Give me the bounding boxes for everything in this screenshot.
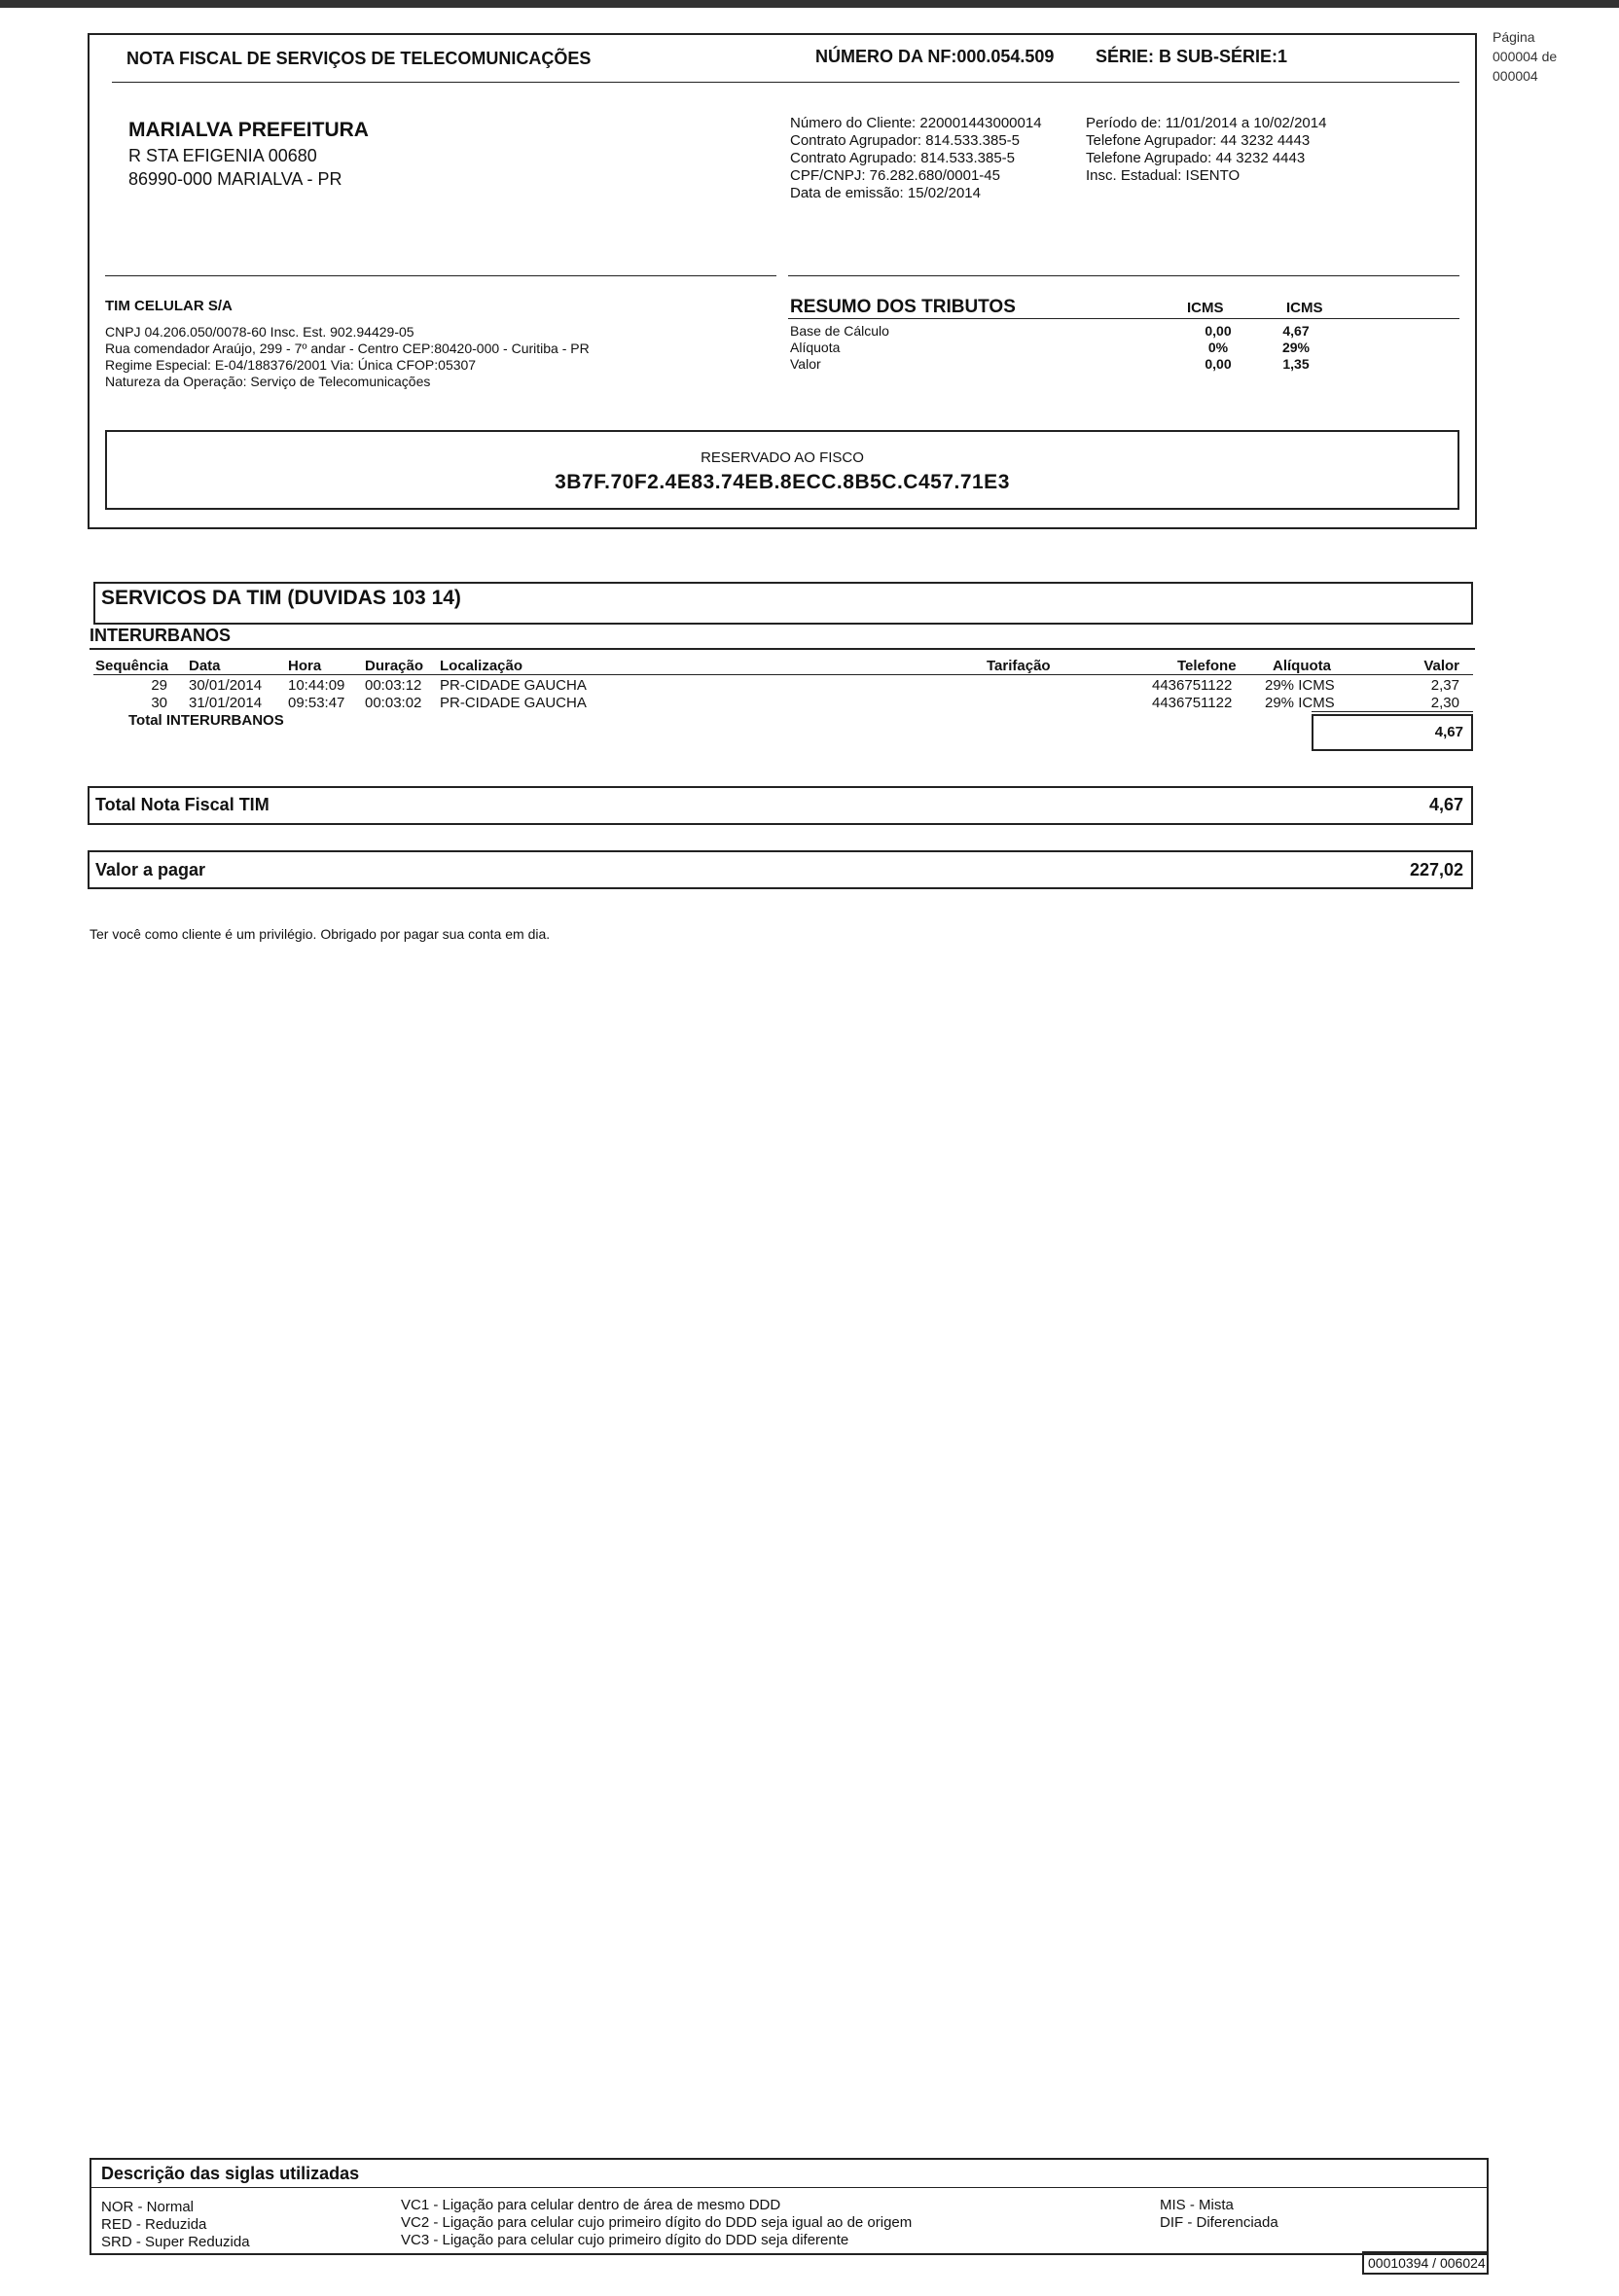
fisco-label: RESERVADO AO FISCO bbox=[701, 449, 864, 466]
contract-info-col1 bbox=[790, 115, 1042, 202]
tributos-title: RESUMO DOS TRIBUTOS bbox=[790, 297, 1016, 317]
company-name: TIM CELULAR S/A bbox=[105, 298, 233, 314]
col-header-duration: Duração bbox=[365, 658, 424, 674]
company-operation: Natureza da Operação: Serviço de Telecomunicações bbox=[105, 374, 431, 389]
contract-info-col2 bbox=[1086, 115, 1326, 185]
row1-seq: 29 bbox=[151, 677, 167, 694]
amount-due-box bbox=[88, 850, 1473, 889]
row1-date: 30/01/2014 bbox=[189, 677, 263, 694]
tributos-col1-header: ICMS bbox=[1187, 300, 1224, 316]
header-divider bbox=[112, 82, 1459, 83]
col-header-value: Valor bbox=[1423, 658, 1459, 674]
tributos-table bbox=[790, 323, 1335, 373]
legend-col3 bbox=[1160, 2197, 1278, 2232]
tributos-row-v2: 1,35 bbox=[1282, 356, 1310, 372]
header-underline bbox=[93, 674, 1473, 675]
total-interurbanos-value: 4,67 bbox=[1434, 724, 1463, 740]
customer-name: MARIALVA PREFEITURA bbox=[128, 119, 369, 141]
row2-location: PR-CIDADE GAUCHA bbox=[440, 695, 587, 711]
contract-grouper: Contrato Agrupador: 814.533.385-5 bbox=[790, 132, 1021, 149]
tributos-row bbox=[790, 323, 1335, 340]
row1-duration: 00:03:12 bbox=[365, 677, 422, 694]
tributos-divider bbox=[788, 275, 1459, 276]
tributos-col2-header: ICMS bbox=[1286, 300, 1323, 316]
section-line bbox=[90, 648, 1475, 650]
legend-col1 bbox=[101, 2199, 250, 2251]
row1-rate: 29% ICMS bbox=[1265, 677, 1335, 694]
nf-serie: SÉRIE: B SUB-SÉRIE:1 bbox=[1096, 47, 1288, 66]
tributos-row-v2: 29% bbox=[1281, 340, 1311, 355]
state-registration: Insc. Estadual: ISENTO bbox=[1086, 167, 1241, 184]
row1-location: PR-CIDADE GAUCHA bbox=[440, 677, 587, 694]
legend-mis: MIS - Mista bbox=[1160, 2197, 1234, 2213]
phone-grouper: Telefone Agrupador: 44 3232 4443 bbox=[1086, 132, 1311, 149]
tributos-row-v1: 0,00 bbox=[1205, 323, 1232, 339]
row1-hour: 10:44:09 bbox=[288, 677, 345, 694]
row1-value: 2,37 bbox=[1430, 677, 1459, 694]
col-header-date: Data bbox=[189, 658, 221, 674]
row2-seq: 30 bbox=[151, 695, 167, 711]
amount-due-value: 227,02 bbox=[1409, 860, 1463, 879]
services-section-label: INTERURBANOS bbox=[90, 626, 232, 645]
legend-vc3: VC3 - Ligação para celular cujo primeiro dígito do DDD seja diferente bbox=[401, 2232, 849, 2248]
invoice-title: NOTA FISCAL DE SERVIÇOS DE TELECOMUNICAÇÕES bbox=[126, 49, 592, 68]
legend-divider bbox=[90, 2187, 1489, 2188]
page-label: Página bbox=[1493, 29, 1535, 45]
total-nf-value: 4,67 bbox=[1428, 795, 1463, 814]
tributos-row-v1: 0% bbox=[1207, 340, 1229, 355]
contract-grouped: Contrato Agrupado: 814.533.385-5 bbox=[790, 150, 1016, 166]
legend-nor: NOR - Normal bbox=[101, 2199, 195, 2215]
client-number: Número do Cliente: 220001443000014 bbox=[790, 115, 1042, 131]
row2-hour: 09:53:47 bbox=[288, 695, 345, 711]
tributos-row-v1: 0,00 bbox=[1205, 356, 1232, 372]
footer-code: 00010394 / 006024 bbox=[1368, 2255, 1486, 2271]
fisco-code: 3B7F.70F2.4E83.74EB.8ECC.8B5C.C457.71E3 bbox=[555, 471, 1010, 493]
legend-srd: SRD - Super Reduzida bbox=[101, 2234, 250, 2250]
customer-city: 86990-000 MARIALVA - PR bbox=[128, 169, 342, 189]
scan-top-edge bbox=[0, 0, 1619, 8]
col-header-tarif: Tarifação bbox=[987, 658, 1051, 674]
legend-title: Descrição das siglas utilizadas bbox=[101, 2164, 360, 2183]
col-header-rate: Alíquota bbox=[1273, 658, 1331, 674]
row2-value: 2,30 bbox=[1430, 695, 1459, 711]
issue-date: Data de emissão: 15/02/2014 bbox=[790, 185, 981, 201]
company-details bbox=[105, 324, 590, 390]
company-divider bbox=[105, 275, 776, 276]
tributos-row bbox=[790, 356, 1335, 373]
tributos-row-label: Alíquota bbox=[790, 340, 841, 355]
company-cnpj: CNPJ 04.206.050/0078-60 Insc. Est. 902.94429-05 bbox=[105, 324, 414, 340]
col-header-hour: Hora bbox=[288, 658, 322, 674]
row2-phone: 4436751122 bbox=[1152, 695, 1233, 711]
page-of: 000004 de bbox=[1493, 49, 1558, 64]
col-header-seq: Sequência bbox=[95, 658, 169, 674]
thank-you-message: Ter você como cliente é um privilégio. Obrigado por pagar sua conta em dia. bbox=[90, 926, 551, 942]
tributos-row-label: Base de Cálculo bbox=[790, 323, 889, 339]
legend-col2 bbox=[401, 2197, 912, 2249]
legend-vc1: VC1 - Ligação para celular dentro de área de mesmo DDD bbox=[401, 2197, 781, 2213]
legend-vc2: VC2 - Ligação para celular cujo primeiro dígito do DDD seja igual ao de origem bbox=[401, 2214, 913, 2231]
tributos-row bbox=[790, 340, 1335, 356]
row2-duration: 00:03:02 bbox=[365, 695, 422, 711]
company-regime: Regime Especial: E-04/188376/2001 Via: Única CFOP:05307 bbox=[105, 357, 477, 373]
row2-rate: 29% ICMS bbox=[1265, 695, 1335, 711]
col-header-location: Localização bbox=[440, 658, 523, 674]
subtotal-rule bbox=[1312, 711, 1473, 712]
cpf-cnpj: CPF/CNPJ: 76.282.680/0001-45 bbox=[790, 167, 1000, 184]
legend-dif: DIF - Diferenciada bbox=[1160, 2214, 1278, 2231]
total-interurbanos-label: Total INTERURBANOS bbox=[128, 712, 284, 729]
tributos-row-v2: 4,67 bbox=[1282, 323, 1310, 339]
fisco-box bbox=[105, 430, 1459, 510]
services-title: SERVICOS DA TIM (DUVIDAS 103 14) bbox=[101, 587, 461, 609]
col-header-phone: Telefone bbox=[1177, 658, 1237, 674]
legend-red: RED - Reduzida bbox=[101, 2216, 207, 2233]
nf-number: NÚMERO DA NF:000.054.509 bbox=[815, 47, 1055, 66]
total-nf-box bbox=[88, 786, 1473, 825]
customer-address: R STA EFIGENIA 00680 bbox=[128, 146, 317, 165]
page-total: 000004 bbox=[1493, 68, 1538, 84]
tributos-row-label: Valor bbox=[790, 356, 821, 372]
company-address: Rua comendador Araújo, 299 - 7º andar - Centro CEP:80420-000 - Curitiba - PR bbox=[105, 341, 590, 356]
row1-phone: 4436751122 bbox=[1152, 677, 1233, 694]
tributos-header-line bbox=[788, 318, 1459, 319]
billing-period: Período de: 11/01/2014 a 10/02/2014 bbox=[1086, 115, 1327, 131]
phone-grouped: Telefone Agrupado: 44 3232 4443 bbox=[1086, 150, 1306, 166]
row2-date: 31/01/2014 bbox=[189, 695, 263, 711]
total-nf-label: Total Nota Fiscal TIM bbox=[95, 795, 270, 814]
amount-due-label: Valor a pagar bbox=[95, 860, 206, 879]
